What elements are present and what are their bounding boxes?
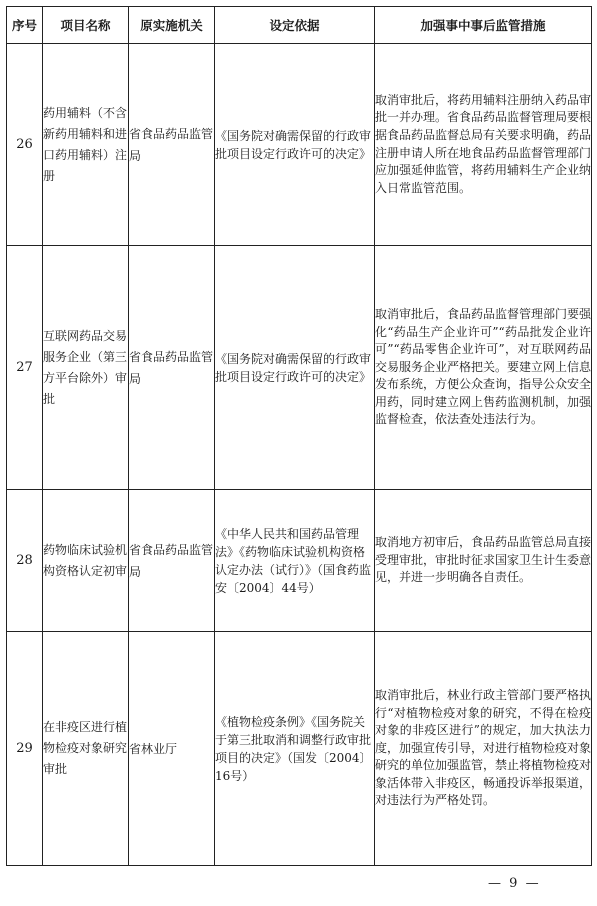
supervision-measures-cell: 取消审批后，食品药品监督管理部门要强化“药品生产企业许可”“药品批发企业许可”“药品零售企业许可”，对互联网药品交易服务企业严格把关。要建立网上信息发布系统，方便公众查询，指导公众安全用药，同时建立网上售药监测机制，加强监督检查，依法查处违法行为。 [375, 246, 592, 490]
legal-basis-cell: 《中华人民共和国药品管理法》《药物临床试验机构资格认定办法（试行）》（国食药监安〔2004〕44号） [215, 490, 375, 632]
table-row [7, 44, 592, 246]
legal-basis-cell: 《国务院对确需保留的行政审批项目设定行政许可的决定》 [215, 44, 375, 246]
item-name-cell: 互联网药品交易服务企业（第三方平台除外）审批 [43, 246, 129, 490]
item-name-cell: 药物临床试验机构资格认定初审 [43, 490, 129, 632]
row-number: 27 [7, 246, 43, 490]
legal-basis-cell: 《国务院对确需保留的行政审批项目设定行政许可的决定》 [215, 246, 375, 490]
item-name-cell: 药用辅料（不含新药用辅料和进口药用辅料）注册 [43, 44, 129, 246]
page-footer [488, 876, 541, 891]
supervision-measures-cell: 取消地方初审后，食品药品监管总局直接受理审批，审批时征求国家卫生计生委意见，并进一步明确各自责任。 [375, 490, 592, 632]
table-row [7, 632, 592, 866]
item-name-cell: 在非疫区进行植物检疫对象研究审批 [43, 632, 129, 866]
footer-dash-right: — [525, 876, 541, 891]
supervision-measures-cell: 取消审批后，将药用辅料注册纳入药品审批一并办理。省食品药品监督管理局要根据食品药品监督总局有关要求明确，药品注册申请人所在地食品药品监督管理部门应加强延伸监管，将药用辅料生产企业纳入日常监管范围。 [375, 44, 592, 246]
header-legal-basis: 设定依据 [215, 7, 375, 44]
legal-basis-cell: 《植物检疫条例》《国务院关于第三批取消和调整行政审批项目的决定》（国发〔2004〕16号） [215, 632, 375, 866]
row-number: 28 [7, 490, 43, 632]
table-row [7, 246, 592, 490]
header-item-name: 项目名称 [43, 7, 129, 44]
original-agency-cell: 省食品药品监管局 [129, 44, 215, 246]
original-agency-cell: 省林业厅 [129, 632, 215, 866]
row-number: 26 [7, 44, 43, 246]
table-header-row [7, 7, 592, 44]
header-num: 序号 [7, 7, 43, 44]
regulatory-measures-table [6, 6, 592, 866]
original-agency-cell: 省食品药品监管局 [129, 246, 215, 490]
supervision-measures-cell: 取消审批后，林业行政主管部门要严格执行“对植物检疫对象的研究，不得在检疫对象的非疫区进行”的规定，加大执法力度，加强宣传引导，对进行植物检疫对象研究的单位加强监管，禁止将植物检疫对象活体带入非疫区，畅通投诉举报渠道，对违法行为严格处罚。 [375, 632, 592, 866]
page-number: 9 [509, 876, 520, 891]
row-number: 29 [7, 632, 43, 866]
table-row [7, 490, 592, 632]
header-original-agency: 原实施机关 [129, 7, 215, 44]
original-agency-cell: 省食品药品监管局 [129, 490, 215, 632]
footer-dash-left: — [488, 876, 503, 891]
header-supervision-measures: 加强事中事后监管措施 [375, 7, 592, 44]
